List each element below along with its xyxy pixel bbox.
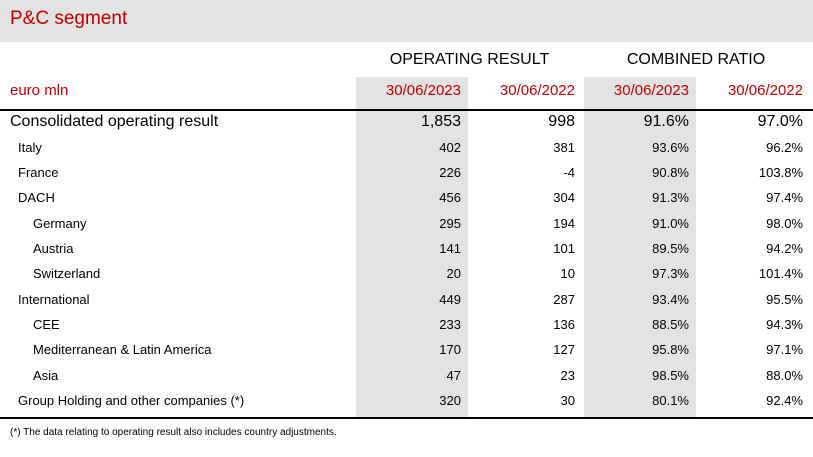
row-label: Switzerland: [33, 266, 101, 281]
table-row: [0, 216, 813, 240]
cell-op-2022: -4: [563, 165, 575, 180]
cell-op-2022: 304: [553, 190, 575, 205]
table-row: [0, 165, 813, 189]
cell-cr-2022: 103.8%: [758, 165, 803, 180]
cell-op-2023: 20: [446, 266, 461, 281]
title-bar: [0, 0, 813, 42]
table-row: [0, 266, 813, 290]
table-row: [0, 190, 813, 214]
cell-op-2023: 233: [439, 317, 461, 332]
cell-cr-2023: 80.1%: [652, 393, 689, 408]
col-header-op-2023: 30/06/2023: [385, 82, 461, 99]
cell-op-2023: 1,853: [420, 113, 461, 130]
header-divider: [0, 109, 813, 111]
cell-cr-2023: 93.6%: [652, 140, 689, 155]
cell-op-2022: 287: [553, 292, 575, 307]
table-row: [0, 292, 813, 316]
cell-op-2022: 101: [553, 241, 575, 256]
group-header-combined-ratio: COMBINED RATIO: [626, 51, 766, 68]
cell-op-2022: 136: [553, 317, 575, 332]
row-label: France: [18, 165, 59, 180]
cell-op-2023: 402: [439, 140, 461, 155]
cell-cr-2022: 97.0%: [757, 113, 803, 130]
cell-cr-2023: 90.8%: [652, 165, 689, 180]
cell-cr-2022: 96.2%: [766, 140, 803, 155]
cell-op-2022: 998: [548, 113, 575, 130]
cell-cr-2023: 91.0%: [652, 216, 689, 231]
cell-op-2023: 47: [446, 368, 461, 383]
cell-cr-2023: 95.8%: [652, 342, 689, 357]
cell-cr-2022: 97.4%: [766, 190, 803, 205]
page-title: P&C segment: [10, 8, 128, 29]
cell-cr-2022: 98.0%: [766, 216, 803, 231]
row-label: Asia: [33, 368, 59, 383]
row-label: Group Holding and other companies (*): [18, 393, 245, 408]
row-label: Mediterranean & Latin America: [33, 342, 212, 357]
cell-cr-2023: 91.6%: [643, 113, 689, 130]
cell-op-2023: 320: [439, 393, 461, 408]
group-header-operating-result: OPERATING RESULT: [389, 51, 550, 68]
cell-cr-2023: 93.4%: [652, 292, 689, 307]
cell-cr-2022: 95.5%: [766, 292, 803, 307]
footnote: (*) The data relating to operating result also includes country adjustments.: [10, 427, 337, 438]
cell-cr-2023: 97.3%: [652, 266, 689, 281]
row-label: Consolidated operating result: [10, 113, 219, 130]
cell-op-2022: 10: [560, 266, 575, 281]
cell-op-2023: 170: [439, 342, 461, 357]
row-label: Italy: [18, 140, 42, 155]
table-bottom-divider: [0, 417, 813, 419]
cell-op-2023: 449: [439, 292, 461, 307]
cell-cr-2022: 92.4%: [766, 393, 803, 408]
cell-cr-2022: 97.1%: [766, 342, 803, 357]
cell-op-2023: 456: [439, 190, 461, 205]
cell-op-2023: 141: [439, 241, 461, 256]
row-label: International: [18, 292, 90, 307]
cell-op-2022: 194: [553, 216, 575, 231]
cell-cr-2022: 88.0%: [766, 368, 803, 383]
table-row: [0, 368, 813, 392]
cell-op-2023: 295: [439, 216, 461, 231]
col-header-cr-2023: 30/06/2023: [613, 82, 689, 99]
table-row: [0, 241, 813, 265]
cell-cr-2023: 91.3%: [652, 190, 689, 205]
row-label: CEE: [33, 317, 60, 332]
col-header-op-2022: 30/06/2022: [499, 82, 575, 99]
table-row: [0, 342, 813, 366]
cell-cr-2023: 89.5%: [652, 241, 689, 256]
total-row: [0, 112, 813, 136]
cell-op-2022: 23: [560, 368, 575, 383]
cell-cr-2022: 101.4%: [758, 266, 803, 281]
table-row: [0, 393, 813, 417]
cell-cr-2023: 98.5%: [652, 368, 689, 383]
cell-cr-2023: 88.5%: [652, 317, 689, 332]
cell-cr-2022: 94.2%: [766, 241, 803, 256]
cell-op-2023: 226: [439, 165, 461, 180]
col-header-cr-2022: 30/06/2022: [727, 82, 803, 99]
row-label: Austria: [33, 241, 74, 256]
row-label: DACH: [18, 190, 55, 205]
cell-cr-2022: 94.3%: [766, 317, 803, 332]
cell-op-2022: 30: [560, 393, 575, 408]
unit-label: euro mln: [10, 82, 69, 99]
cell-op-2022: 127: [553, 342, 575, 357]
table-row: [0, 140, 813, 164]
cell-op-2022: 381: [553, 140, 575, 155]
row-label: Germany: [33, 216, 87, 231]
table-row: [0, 317, 813, 341]
